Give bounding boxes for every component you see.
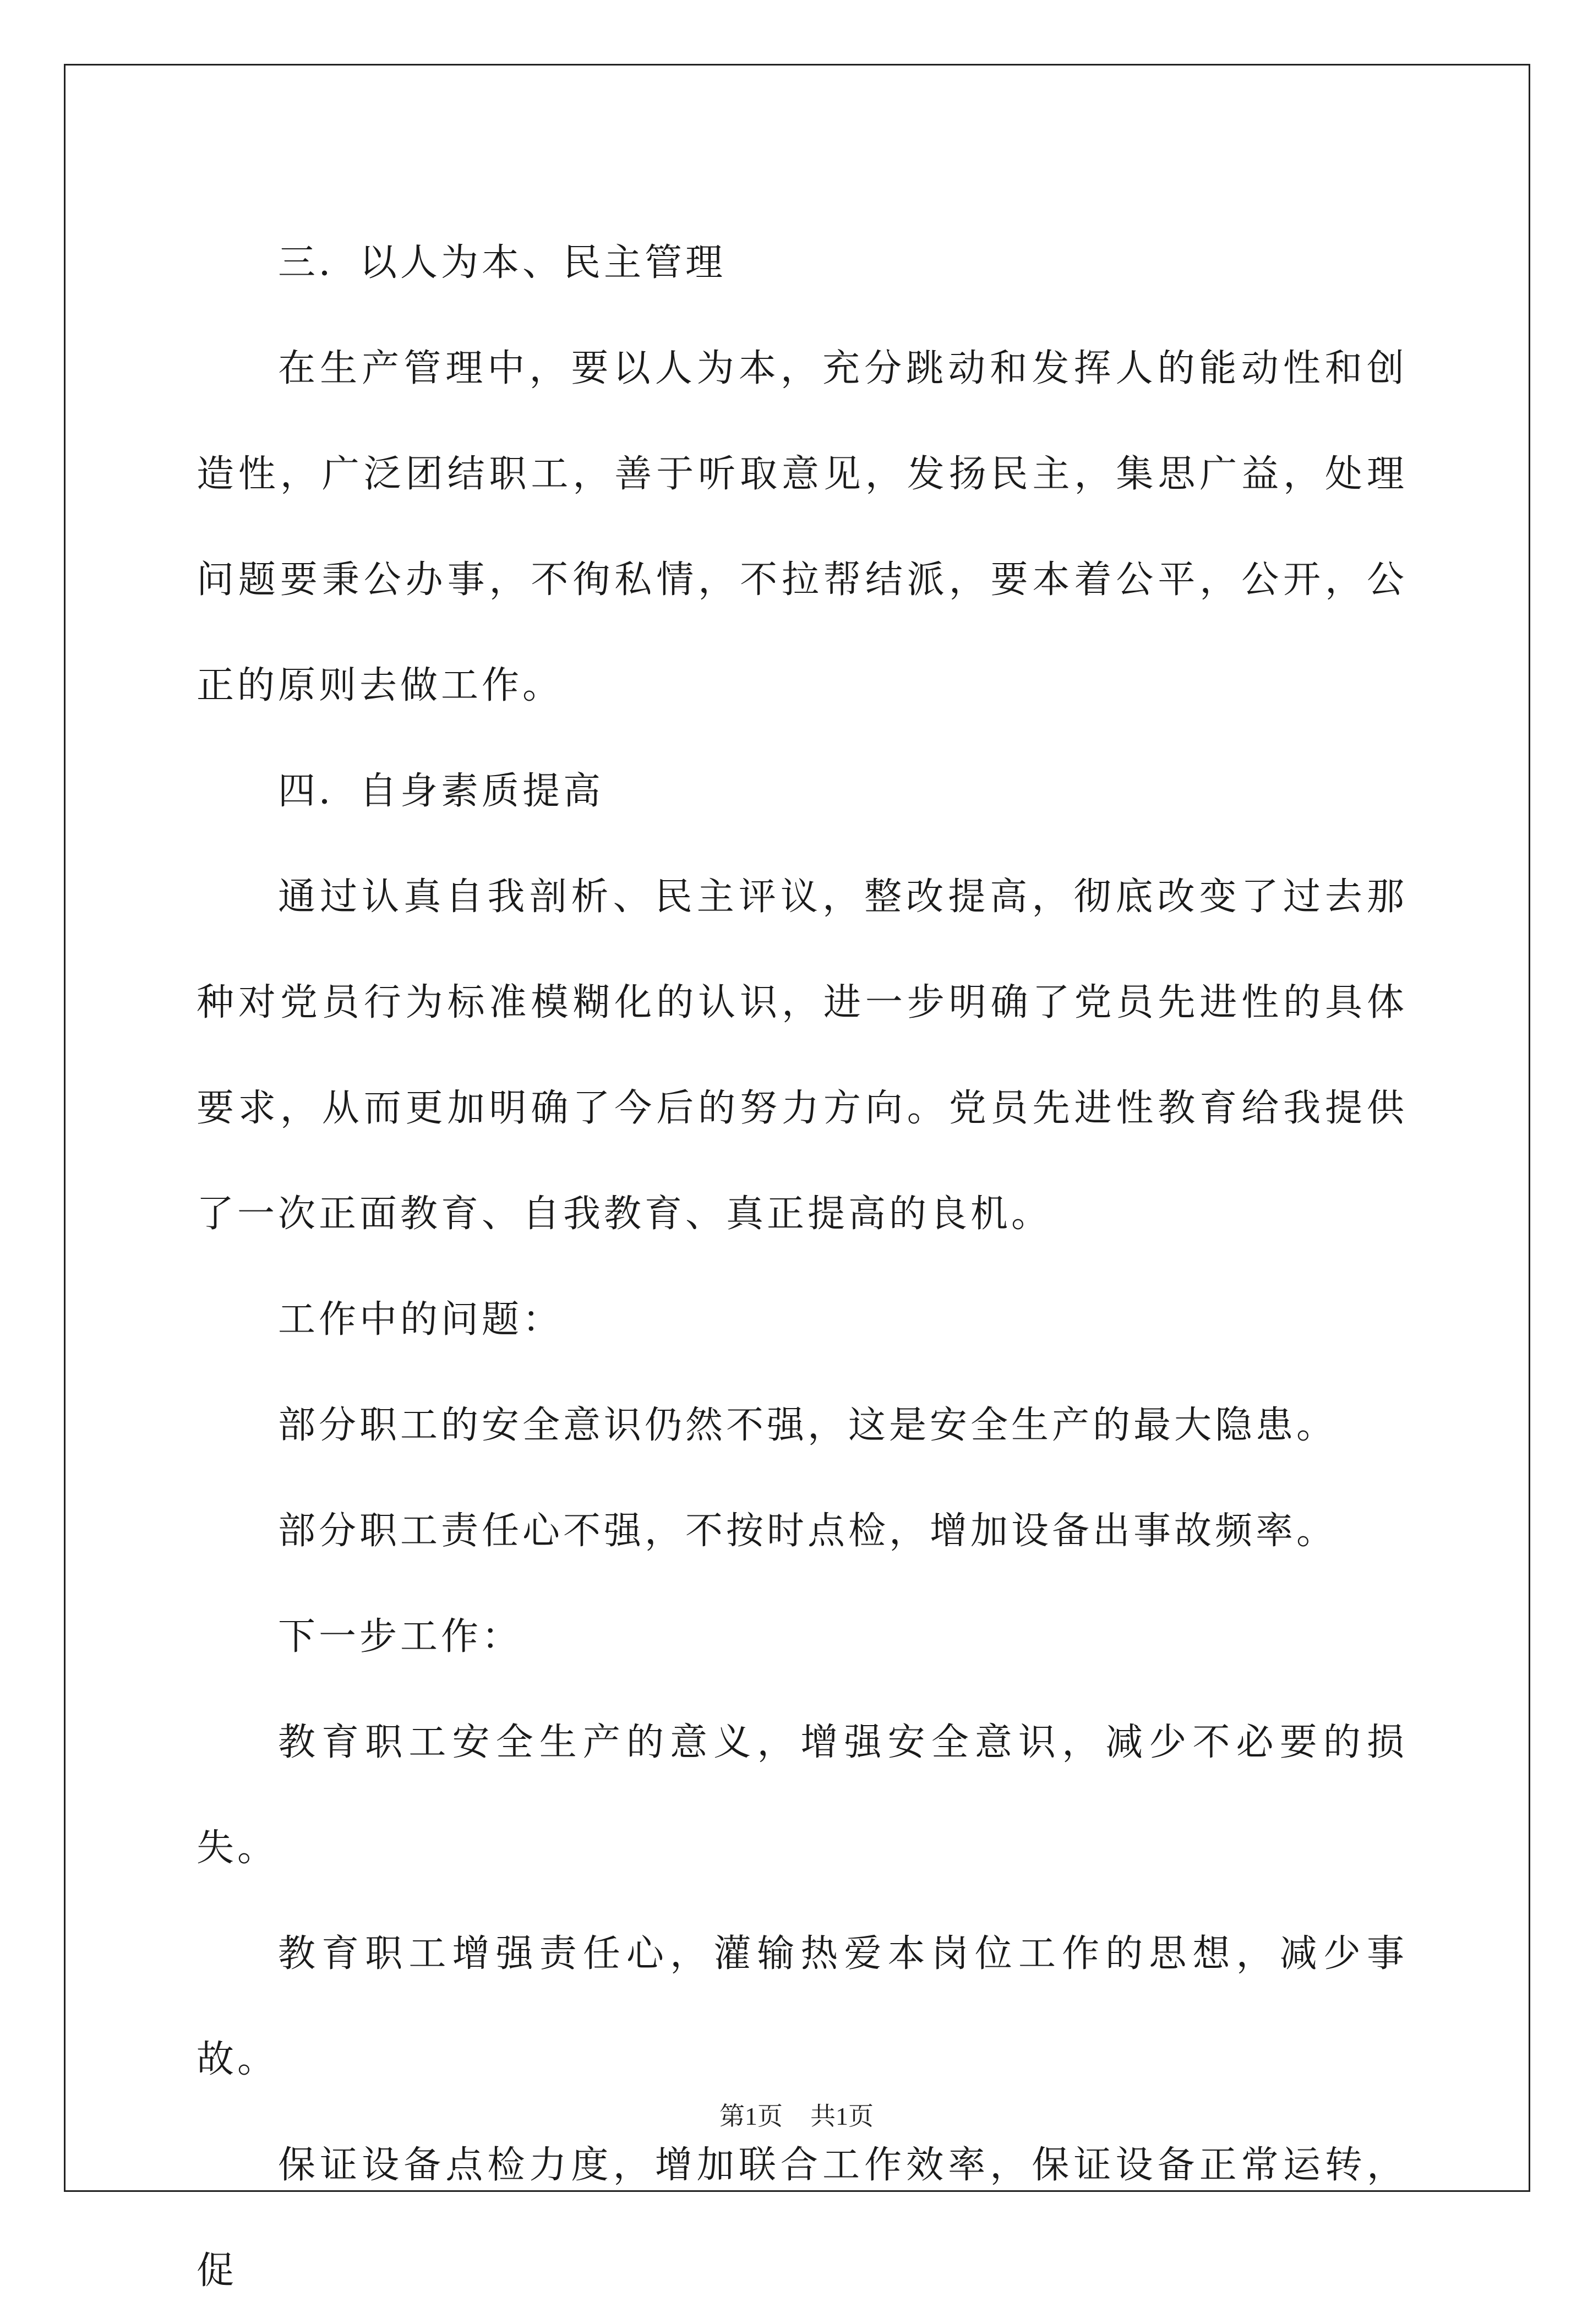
paragraph: 保证设备点检力度，增加联合工作效率，保证设备正常运转，促 <box>197 2143 1407 2293</box>
paragraph: 教育职工增强责任心，灌输热爱本岗位工作的思想，减少事故。 <box>197 1932 1407 2081</box>
page-number: 第1页 <box>719 2102 783 2130</box>
section-heading-4: 四．自身素质提高 <box>278 770 604 813</box>
page-total: 共1页 <box>810 2102 874 2130</box>
paragraph: 在生产管理中，要以人为本，充分跳动和发挥人的能动性和创造性，广泛团结职工，善于听取意见，发扬民主，集思广益，处理问题要秉公办事，不徇私情，不拉帮结派，要本着公平，公开，公正的原则去做工作。 <box>197 347 1407 707</box>
subheading-next-steps: 下一步工作： <box>278 1615 523 1659</box>
section-heading-3: 三．以人为本、民主管理 <box>278 241 727 285</box>
paragraph: 部分职工责任心不强，不按时点检，增加设备出事故频率。 <box>278 1509 1338 1553</box>
subheading-problems: 工作中的问题： <box>278 1298 564 1341</box>
paragraph: 部分职工的安全意识仍然不强，这是安全生产的最大隐患。 <box>278 1404 1338 1447</box>
page-footer <box>0 2096 1593 2132</box>
document-body <box>197 210 1407 2324</box>
paragraph: 教育职工安全生产的意义，增强安全意识，减少不必要的损失。 <box>197 1721 1407 1870</box>
paragraph: 通过认真自我剖析、民主评议，整改提高，彻底改变了过去那种对党员行为标准模糊化的认识，进一步明确了党员先进性的具体要求，从而更加明确了今后的努力方向。党员先进性教育给我提供了一次正面教育、自我教育、真正提高的良机。 <box>197 875 1407 1236</box>
